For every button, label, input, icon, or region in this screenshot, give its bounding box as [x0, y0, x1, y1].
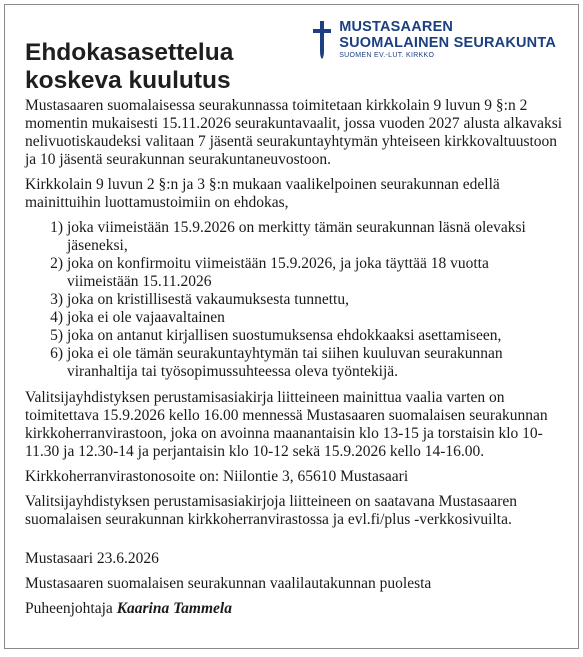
item-number: 5) [50, 327, 63, 344]
item-text: joka on konfirmoitu viimeistään 15.9.2026, ja joka täyttää 18 vuotta viimeistään 15.11.2026 [67, 255, 489, 290]
address-paragraph: Kirkkoherranvirastonosoite on: Niilontie 3, 65610 Mustasaari [25, 468, 409, 485]
availability-paragraph: Valitsijayhdistyksen perustamisasiakirjoja liitteineen on saatavana Mustasaaren suomalaisen seurakunnan kirkkoherranvirastossa ja evl.fi/plus -verkkosivuilta. [25, 493, 517, 528]
cross-icon [313, 21, 331, 59]
logo-line-2: SUOMALAINEN SEURAKUNTA [339, 35, 556, 51]
submission-paragraph: Valitsijayhdistyksen perustamisasiakirja liitteineen mainittua vaalia varten on toimitettava 15.9.2026 kello 16.00 mennessä Mustasaaren suomalaisen seurakunnan kirkkoherranvirastoon, joka on avoinna maanantaisin klo 13-15 ja torstaisin klo 10-11.30 ja 12.30-14 ja perjantaisin klo 10-12 sekä 15.9.2026 kello 14-16.00. [25, 389, 548, 460]
list-item [25, 255, 564, 291]
chair-label: Puheenjohtaja [25, 600, 113, 617]
title-line-1: Ehdokasasettelua [25, 39, 234, 66]
item-number: 1) [50, 219, 63, 236]
item-text: joka viimeistään 15.9.2026 on merkitty tämän seurakunnan läsnä olevaksi jäseneksi, [67, 219, 526, 254]
list-item [25, 309, 564, 327]
spacer [25, 536, 564, 550]
chair-name: Kaarina Tammela [116, 600, 232, 617]
conditions-list [25, 219, 564, 381]
parish-logo [313, 19, 556, 61]
list-item [25, 327, 564, 345]
chair-line [25, 600, 564, 618]
list-item [25, 291, 564, 309]
notice-header [25, 17, 564, 97]
item-number: 6) [50, 345, 63, 362]
logo-line-3: SUOMEN EV.-LUT. KIRKKO [339, 52, 435, 59]
item-number: 3) [50, 291, 63, 308]
intro-paragraph: Mustasaaren suomalaisessa seurakunnassa toimitetaan kirkkolain 9 luvun 9 §:n 2 momentin mukaisesti 15.11.2026 seurakuntavaalit, jossa vuoden 2027 alusta alkavaksi nelivuotiskaudeksi valitaan 7 jäsentä seurakuntayhtymän yhteiseen kirkkovaltuustoon ja 10 jäsentä seurakunnan seurakuntaneuvostoon. [25, 97, 563, 168]
logo-text [339, 19, 556, 61]
item-text: joka on antanut kirjallisen suostumuksensa ehdokkaaksi asettamiseen, [67, 327, 502, 344]
notice [4, 4, 579, 649]
list-item [25, 345, 564, 381]
item-text: joka ei ole tämän seurakuntayhtymän tai siihen kuuluvan seurakunnan viranhaltija tai työsopimussuhteessa oleva työntekijä. [67, 345, 503, 380]
title-line-2: koskeva kuulutus [25, 67, 231, 94]
item-text: joka on kristillisestä vakaumuksesta tunnettu, [67, 291, 349, 308]
item-number: 2) [50, 255, 63, 272]
logo-line-1: MUSTASAAREN [339, 19, 454, 35]
eligibility-paragraph: Kirkkolain 9 luvun 2 §:n ja 3 §:n mukaan vaalikelpoinen seurakunnan edellä mainittuihin luottamustoimiin on ehdokas, [25, 176, 500, 211]
item-text: joka ei ole vajaavaltainen [67, 309, 225, 326]
place-date: Mustasaari 23.6.2026 [25, 550, 159, 567]
on-behalf-line: Mustasaaren suomalaisen seurakunnan vaalilautakunnan puolesta [25, 575, 432, 592]
list-item [25, 219, 564, 255]
item-number: 4) [50, 309, 63, 326]
notice-title [25, 39, 233, 95]
